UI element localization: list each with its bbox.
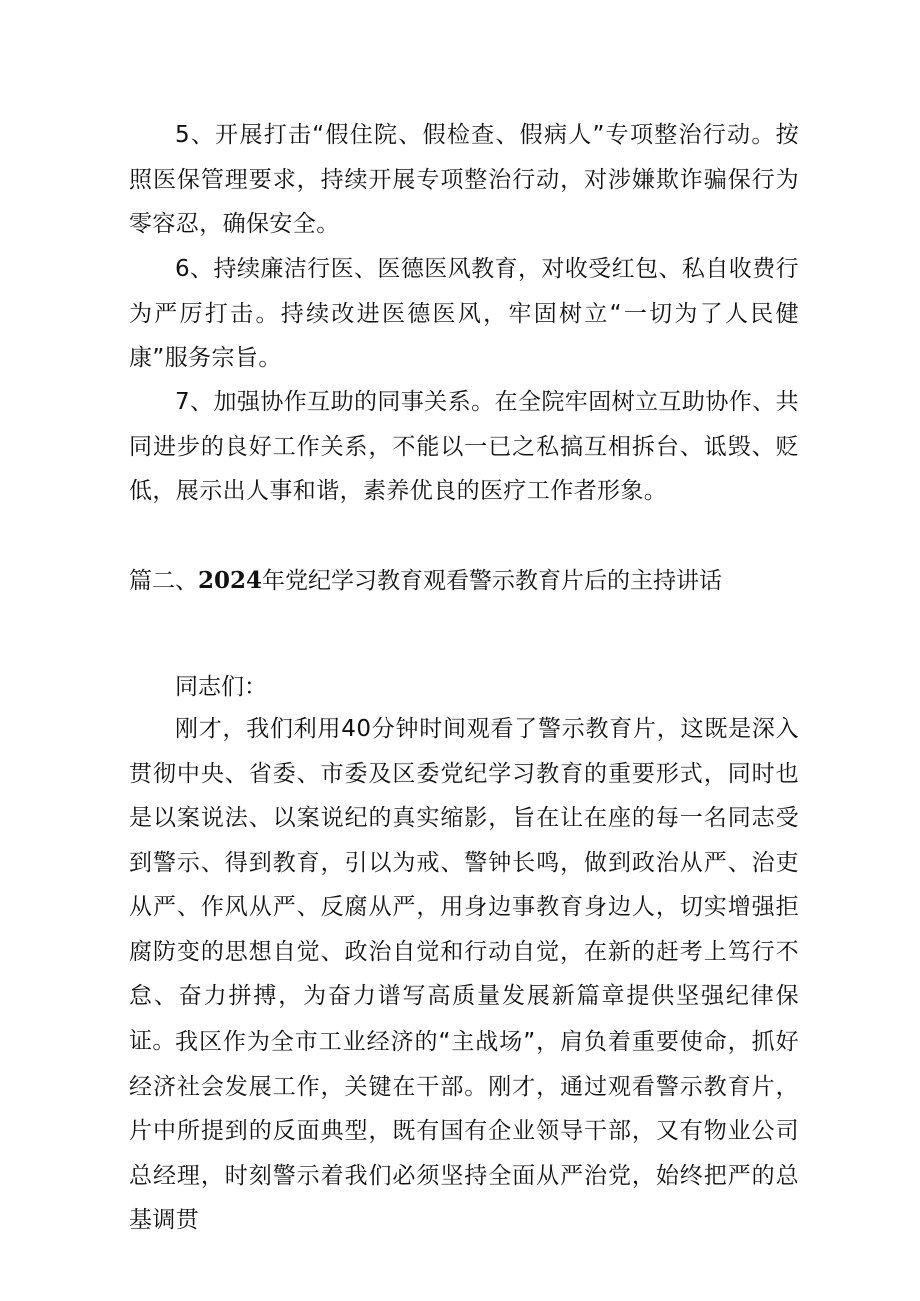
section-title-rest: 年党纪学习教育观看警示教育片后的主持讲话 — [262, 568, 723, 594]
paragraph-opening: 刚才，我们利用40分钟时间观看了警示教育片，这既是深入贯彻中央、省委、市委及区委党纪学习教育的重要形式，同时也是以案说法、以案说纪的真实缩影，旨在让在座的每一名同志受到警示、得到教育，引以为戒、警钟长鸣，做到政治从严、治吏从严、作风从严、反腐从严，用身边事教育身边人，切实增强拒腐防变的思想自觉、政治自觉和行动自觉，在新的赶考上笃行不怠、奋力拼搏，为奋力谱写高质量发展新篇章提供坚强纪律保证。 — [129, 716, 799, 1054]
section-title-prefix: 篇二、 — [129, 568, 198, 594]
section-title — [129, 566, 829, 596]
paragraph-item-6: 6、持续廉洁行医、医德医风教育，对收受红包、私自收费行为严厉打击。持续改进医德医风，牢固树立“一切为了人民健康”服务宗旨。 — [129, 256, 799, 371]
section-title-year: 2024 — [198, 567, 263, 594]
paragraph-item-7: 7、加强协作互助的同事关系。在全院牢固树立互助协作、共同进步的良好工作关系，不能以一已之私搞互相拆台、诋毁、贬低，展示出人事和谐，素养优良的医疗工作者形象。 — [129, 389, 799, 504]
paragraph-item-5: 5、开展打击“假住院、假检查、假病人”专项整治行动。按照医保管理要求，持续开展专项整治行动，对涉嫌欺诈骗保行为零容忍，确保安全。 — [129, 122, 799, 237]
paragraph-district: 我区作为全市工业经济的“主战场”，肩负着重要使命，抓好经济社会发展工作，关键在干部。刚才，通过观看警示教育片，片中所提到的反面典型，既有国有企业领导干部，又有物业公司总经理，时刻警示着我们必须坚持全面从严治党，始终把严的总基调贯 — [129, 1029, 799, 1233]
greeting: 同志们： — [175, 674, 267, 700]
